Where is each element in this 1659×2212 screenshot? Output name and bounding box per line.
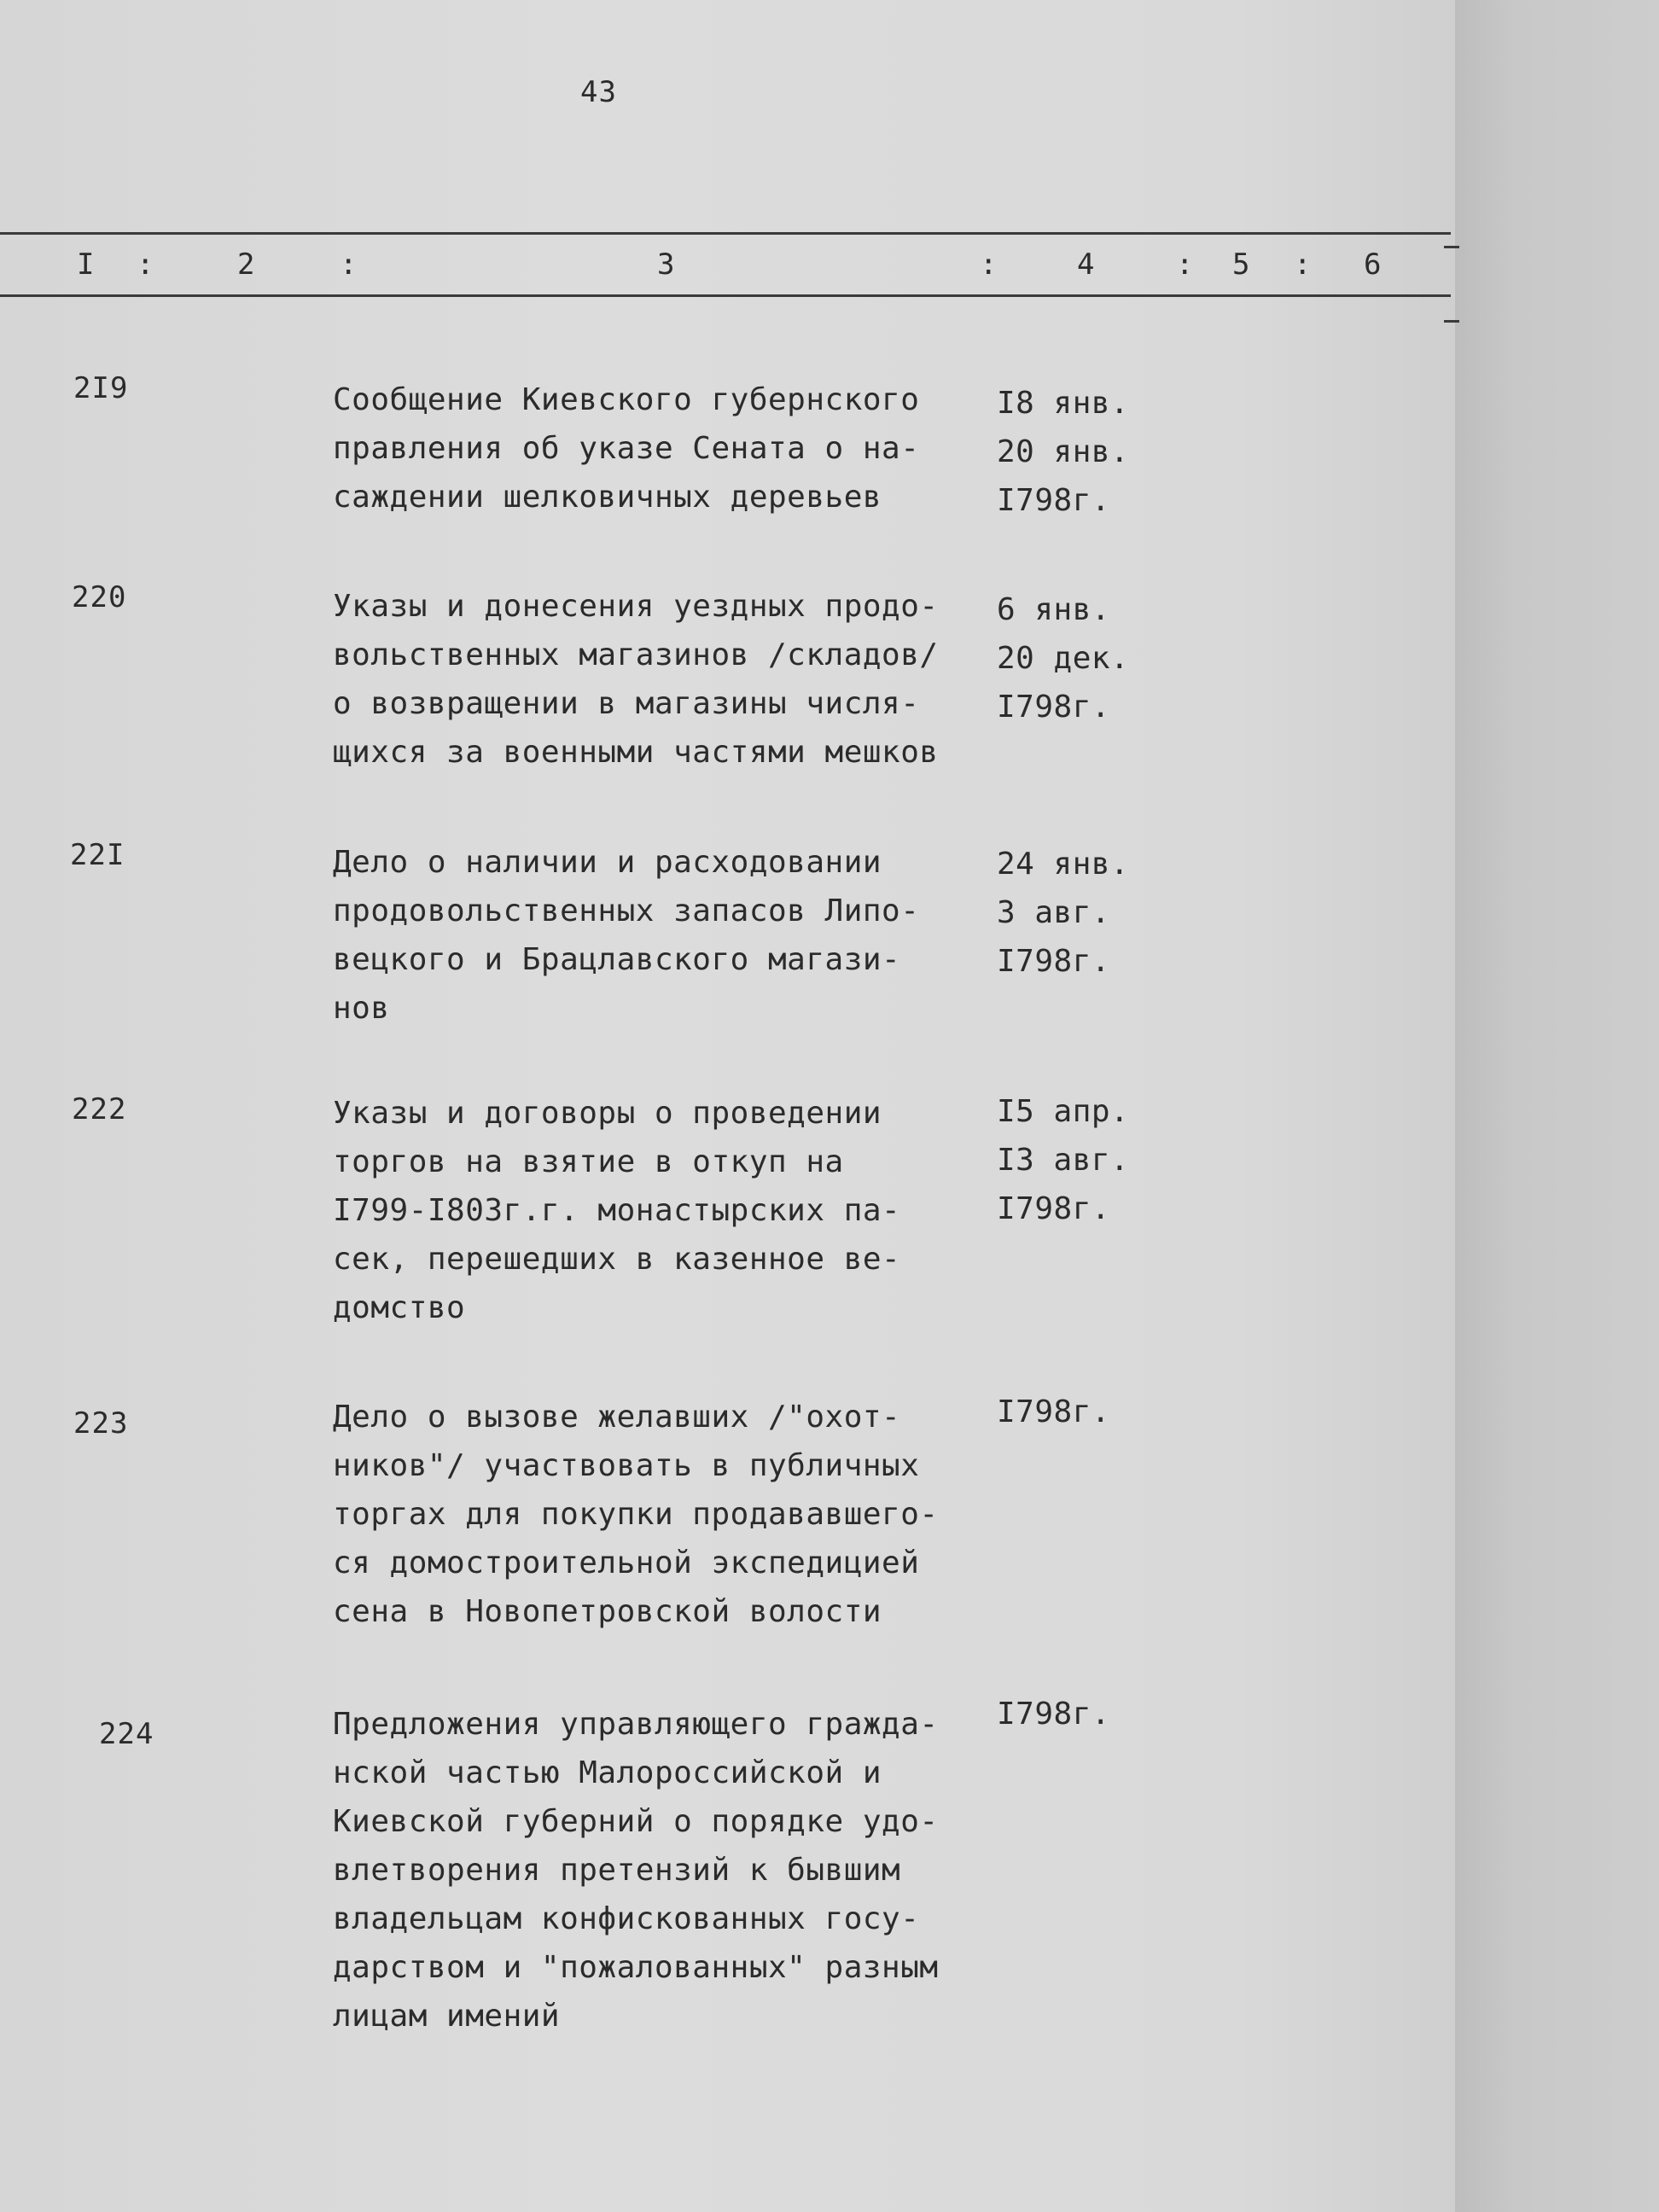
text-line: Дело о вызове желавших /"охот- [333,1400,901,1435]
date-line: 6 янв. [997,592,1111,627]
entry-description [333,1089,900,1332]
text-line: Дело о наличии и расходовании [333,845,882,880]
entry-dates [997,1087,1129,1233]
page-number: 43 [580,75,617,109]
entry-description [333,582,939,777]
column-separator: : [137,247,154,282]
entry-description [333,838,919,1033]
date-line: I798г. [997,483,1111,518]
header-rule-top [0,232,1451,235]
entry-dates [997,1388,1110,1436]
date-line: I798г. [997,944,1111,979]
text-line: правления об указе Сената о на- [333,431,920,466]
text-line: сек, перешедших в казенное ве- [333,1242,901,1277]
date-line: I3 авг. [997,1143,1130,1178]
column-header-1: I [77,247,95,282]
text-line: дарством и "пожалованных" разным [333,1950,939,1985]
date-line: I798г. [997,1191,1111,1226]
column-separator: : [340,247,358,282]
column-header-4: 4 [1077,247,1095,282]
text-line: лицам имений [333,1999,561,2034]
text-line: владельцам конфискованных госу- [333,1901,920,1936]
column-separator: : [1176,247,1194,282]
text-line: продовольственных запасов Липо- [333,894,920,928]
text-line: влетворения претензий к бывшим [333,1853,901,1888]
entry-description [333,375,919,521]
date-line: I798г. [997,690,1111,725]
date-line: I8 янв. [997,386,1130,421]
column-header-5: 5 [1232,247,1250,282]
entry-number: 224 [99,1717,154,1751]
header-rule-tick [1444,246,1459,248]
underlying-page-edge [1455,0,1659,2212]
header-rule-bottom [0,294,1451,297]
text-line: вольственных магазинов /складов/ [333,637,939,672]
text-line: о возвращении в магазины числя- [333,686,920,721]
text-line: Сообщение Киевского губернского [333,382,920,417]
text-line: торгах для покупки продававшего- [333,1497,939,1532]
date-line: 24 янв. [997,847,1130,882]
entry-number: 22I [70,838,125,872]
column-separator: : [1294,247,1312,282]
date-line: I798г. [997,1394,1111,1429]
entry-dates [997,379,1129,525]
date-line: I5 апр. [997,1094,1130,1129]
text-line: ников"/ участвовать в публичных [333,1448,920,1483]
entry-number: 222 [72,1092,127,1126]
text-line: Указы и договоры о проведении [333,1096,882,1131]
text-line: саждении шелковичных деревьев [333,480,882,515]
date-line: 20 дек. [997,641,1130,676]
date-line: 20 янв. [997,434,1130,469]
text-line: вецкого и Брацлавского магази- [333,942,901,977]
entry-description [333,1700,939,2040]
column-header-6: 6 [1364,247,1382,282]
text-line: ся домостроительной экспедицией [333,1545,920,1580]
column-header-3: 3 [657,247,675,282]
text-line: нов [333,991,390,1026]
text-line: торгов на взятие в откуп на [333,1144,844,1179]
text-line: сена в Новопетровской волости [333,1594,882,1629]
entry-dates [997,585,1129,731]
text-line: Киевской губерний о порядке удо- [333,1804,939,1839]
text-line: I799-I803г.г. монастырских па- [333,1193,901,1228]
header-rule-tick [1444,320,1459,323]
column-separator: : [980,247,998,282]
text-line: домство [333,1290,466,1325]
entry-number: 2I9 [73,371,129,405]
column-header-2: 2 [237,247,255,282]
entry-dates [997,1690,1110,1738]
text-line: щихся за военными частями мешков [333,735,939,770]
text-line: нской частью Малороссийской и [333,1755,882,1790]
entry-number: 220 [72,580,127,614]
entry-dates [997,840,1129,986]
text-line: Указы и донесения уездных продо- [333,589,939,624]
entry-description [333,1393,939,1636]
date-line: I798г. [997,1697,1111,1732]
entry-number: 223 [73,1406,129,1441]
date-line: 3 авг. [997,895,1111,930]
text-line: Предложения управляющего гражда- [333,1707,939,1742]
